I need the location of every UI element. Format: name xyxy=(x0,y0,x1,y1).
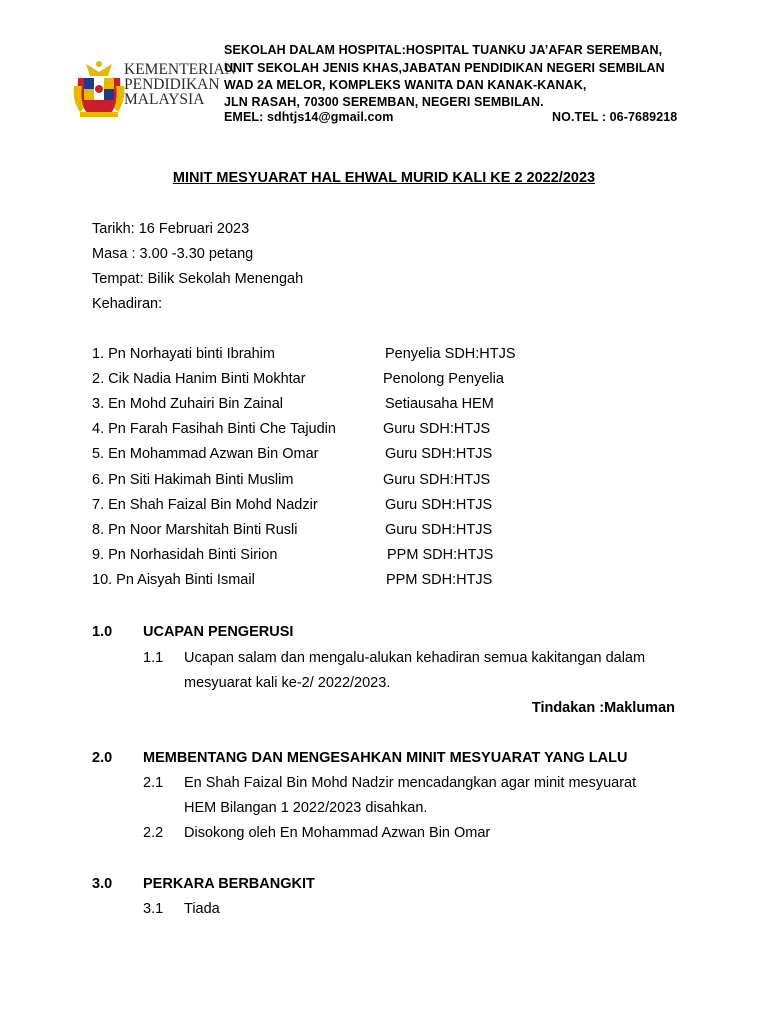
attendee-name: 2. Cik Nadia Hanim Binti Mokhtar xyxy=(92,371,306,388)
attendee-role: Penyelia SDH:HTJS xyxy=(385,346,516,362)
logo-word: MALAYSIA xyxy=(124,91,205,108)
attendee-role: PPM SDH:HTJS xyxy=(387,546,494,563)
attendee-role: Guru SDH:HTJS xyxy=(383,421,491,438)
meeting-date: Tarikh: 16 Februari 2023 xyxy=(92,221,250,237)
header-line: JLN RASAH, 70300 SEREMBAN, NEGERI SEMBILAN. xyxy=(224,95,544,109)
attendee-name: 9. Pn Norhasidah Binti Sirion xyxy=(92,546,278,563)
item-text: Disokong oleh En Mohammad Azwan Bin Omar xyxy=(184,825,491,841)
item-text: mesyuarat kali ke-2/ 2022/2023. xyxy=(184,675,391,691)
meeting-time: Masa : 3.00 -3.30 petang xyxy=(92,246,254,262)
attendee-role: Setiausaha HEM xyxy=(385,396,494,413)
header-line: SEKOLAH DALAM HOSPITAL:HOSPITAL TUANKU JA’AFAR SEREMBAN, xyxy=(224,43,663,57)
action-note: Tindakan :Makluman xyxy=(531,700,675,716)
section-title: MEMBENTANG DAN MENGESAHKAN MINIT MESYUARAT YANG LALU xyxy=(143,750,628,766)
header-phone: NO.TEL : 06-7689218 xyxy=(552,110,678,124)
logo-word: KEMENTERIAN xyxy=(124,61,236,78)
attendee-name: 4. Pn Farah Fasihah Binti Che Tajudin xyxy=(92,421,336,438)
item-number: 2.1 xyxy=(143,775,164,791)
attendee-name: 6. Pn Siti Hakimah Binti Muslim xyxy=(92,471,294,488)
document-title: MINIT MESYUARAT HAL EHWAL MURID KALI KE 2 2022/2023 xyxy=(172,170,596,186)
item-number: 1.1 xyxy=(143,650,164,666)
attendee-name: 1. Pn Norhayati binti Ibrahim xyxy=(92,346,275,362)
attendee-name: 7. En Shah Faizal Bin Mohd Nadzir xyxy=(92,496,318,513)
item-number: 2.2 xyxy=(143,825,164,841)
section-number: 2.0 xyxy=(92,750,113,766)
header-line: WAD 2A MELOR, KOMPLEKS WANITA DAN KANAK-KANAK, xyxy=(224,78,587,92)
section-number: 3.0 xyxy=(92,876,113,892)
attendee-name: 10. Pn Aisyah Binti Ismail xyxy=(92,571,255,588)
attendee-role: Guru SDH:HTJS xyxy=(385,521,493,538)
section-number: 1.0 xyxy=(92,624,113,640)
attendee-name: 3. En Mohd Zuhairi Bin Zainal xyxy=(92,396,284,413)
item-text: En Shah Faizal Bin Mohd Nadzir mencadangkan agar minit mesyuarat xyxy=(184,775,637,791)
item-text: HEM Bilangan 1 2022/2023 disahkan. xyxy=(184,800,428,816)
attendance-label: Kehadiran: xyxy=(92,296,163,312)
meeting-venue: Tempat: Bilik Sekolah Menengah xyxy=(92,271,304,287)
item-text: Tiada xyxy=(184,901,220,917)
header-line: UNIT SEKOLAH JENIS KHAS,JABATAN PENDIDIKAN NEGERI SEMBILAN xyxy=(224,61,665,75)
section-title: UCAPAN PENGERUSI xyxy=(143,624,294,640)
crest-icon xyxy=(74,61,125,117)
item-number: 3.1 xyxy=(143,901,164,917)
header-email: EMEL: sdhtjs14@gmail.com xyxy=(224,110,394,124)
item-text: Ucapan salam dan mengalu-alukan kehadiran semua kakitangan dalam xyxy=(184,650,646,666)
section-title: PERKARA BERBANGKIT xyxy=(143,876,315,892)
logo-wordmark xyxy=(124,62,236,107)
attendee-role: Penolong Penyelia xyxy=(383,371,504,388)
attendee-role: Guru SDH:HTJS xyxy=(383,471,491,488)
attendee-name: 8. Pn Noor Marshitah Binti Rusli xyxy=(92,521,298,538)
attendee-role: Guru SDH:HTJS xyxy=(385,446,493,463)
logo-word: PENDIDIKAN xyxy=(124,76,220,93)
attendee-role: PPM SDH:HTJS xyxy=(386,571,493,588)
attendee-role: Guru SDH:HTJS xyxy=(385,496,493,513)
attendee-name: 5. En Mohammad Azwan Bin Omar xyxy=(92,446,319,463)
